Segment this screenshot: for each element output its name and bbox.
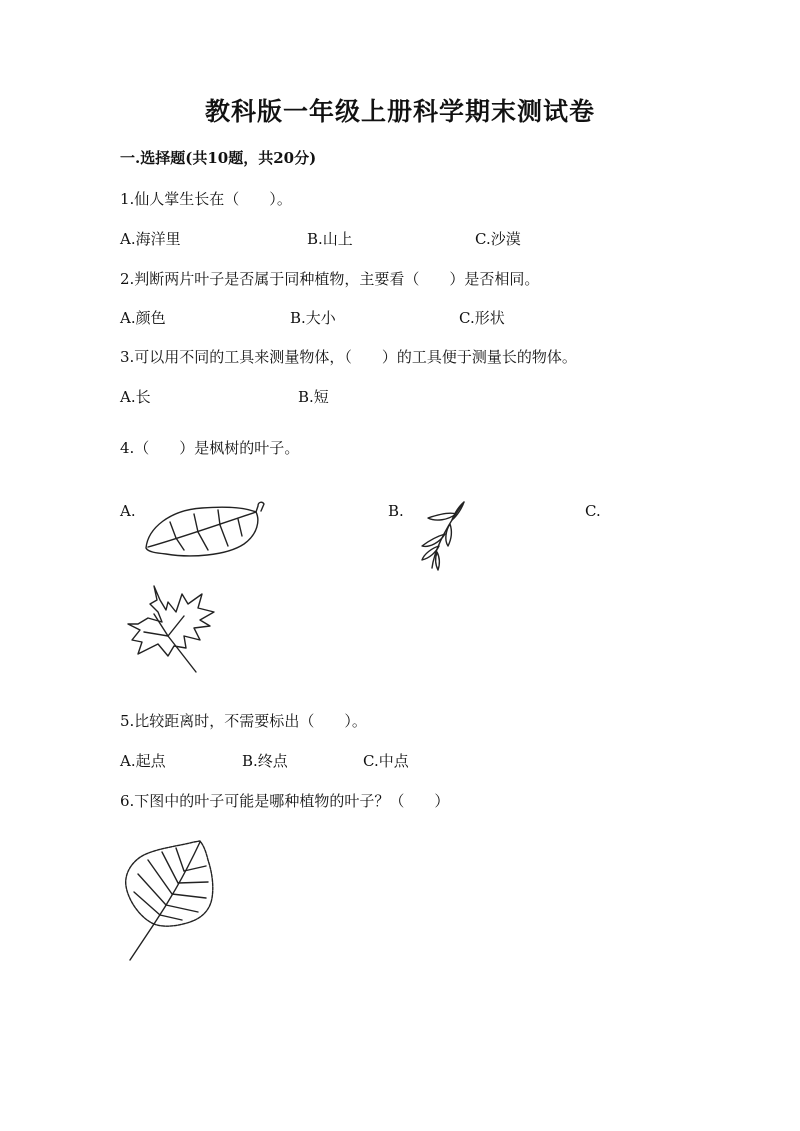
- q5-option-b: B.终点: [242, 752, 288, 770]
- q5-option-c: C.中点: [363, 752, 409, 770]
- q3-option-b: B.短: [298, 388, 329, 406]
- q4-option-a: A.: [120, 502, 136, 520]
- q2-option-c: C.形状: [459, 309, 505, 327]
- oval-leaf-icon: [140, 498, 270, 560]
- question-4: 4.（ ）是枫树的叶子。: [120, 439, 300, 457]
- q3-option-a: A.长: [120, 388, 151, 406]
- question-1: 1.仙人掌生长在（ ）。: [120, 190, 292, 208]
- q1-option-a: A.海洋里: [120, 230, 181, 248]
- q1-option-c: C.沙漠: [475, 230, 521, 248]
- maple-leaf-icon: [124, 584, 220, 676]
- q1-option-b: B.山上: [307, 230, 353, 248]
- q4-option-c: C.: [585, 502, 601, 520]
- q2-option-b: B.大小: [290, 309, 336, 327]
- question-5: 5.比较距离时，不需要标出（ ）。: [120, 712, 367, 730]
- question-2: 2.判断两片叶子是否属于同种植物，主要看（ ）是否相同。: [120, 270, 540, 288]
- willow-branch-icon: [410, 496, 472, 572]
- q2-option-a: A.颜色: [120, 309, 166, 327]
- page-title: 教科版一年级上册科学期末测试卷: [204, 97, 595, 126]
- section-heading: 一.选择题(共10题，共20分): [120, 149, 317, 167]
- birch-leaf-icon: [120, 838, 220, 964]
- q4-option-b: B.: [388, 502, 404, 520]
- question-6: 6.下图中的叶子可能是哪种植物的叶子？（ ）: [120, 792, 450, 810]
- q5-option-a: A.起点: [120, 752, 166, 770]
- question-3: 3.可以用不同的工具来测量物体，（ ）的工具便于测量长的物体。: [120, 348, 577, 366]
